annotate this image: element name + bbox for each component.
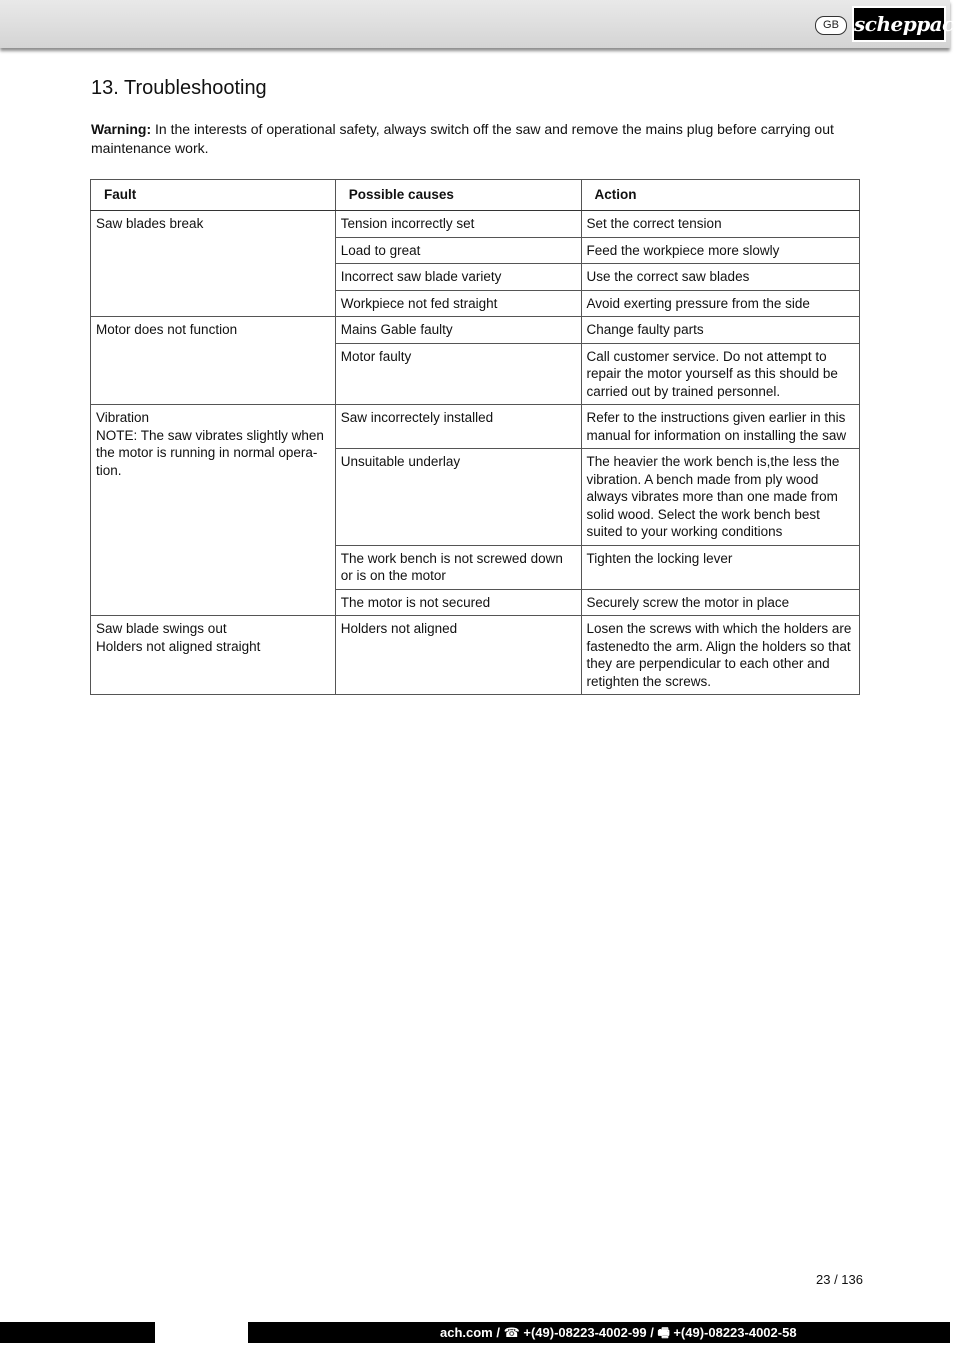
action-cell: The heavier the work bench is,the less the vibration. A bench made from ply wood always vibrates more than one made from solid wood. Select the work bench best suited to your working conditions — [581, 449, 860, 546]
section-title: 13. Troubleshooting — [91, 77, 267, 99]
action-cell: Call customer service. Do not attempt to repair the motor yourself as this should be carried out by trained personnel. — [581, 343, 860, 405]
troubleshooting-table — [90, 179, 860, 695]
header-possible-causes: Possible causes — [335, 180, 581, 211]
cause-cell: Unsuitable underlay — [335, 449, 581, 546]
language-badge: GB — [815, 16, 847, 35]
table-header-row — [91, 180, 860, 211]
action-cell: Feed the workpiece more slowly — [581, 237, 860, 264]
table-row — [91, 211, 860, 238]
action-cell: Avoid exerting pressure from the side — [581, 290, 860, 317]
action-cell: Securely screw the motor in place — [581, 589, 860, 616]
table-row — [91, 317, 860, 344]
cause-cell: Saw incorrectely installed — [335, 405, 581, 449]
page-number: 23 / 136 — [816, 1272, 863, 1287]
brand-logo: scheppach — [852, 6, 946, 42]
cause-cell: Workpiece not fed straight — [335, 290, 581, 317]
warning-paragraph — [91, 120, 866, 158]
cause-cell: Mains Gable faulty — [335, 317, 581, 344]
table-body — [91, 211, 860, 695]
footer-contact: ach.com / ☎ +(49)-08223-4002-99 / 🖷 +(49)-08223-4002-58 — [440, 1325, 797, 1340]
warning-text: In the interests of operational safety, always switch off the saw and remove the mains plug before carrying out maintenance work. — [91, 121, 834, 156]
cause-cell: Incorrect saw blade variety — [335, 264, 581, 291]
cause-cell: Motor faulty — [335, 343, 581, 405]
action-cell: Losen the screws with which the holders are fastenedto the arm. Align the holders so that they are perpendicular to each other and retighten the screws. — [581, 616, 860, 695]
table-row — [91, 616, 860, 695]
cause-cell: Load to great — [335, 237, 581, 264]
fault-cell: Vibration NOTE: The saw vibrates slightly when the motor is running in normal opera-tion. — [91, 405, 336, 616]
cause-cell: The work bench is not screwed down or is on the motor — [335, 545, 581, 589]
action-cell: Refer to the instructions given earlier in this manual for information on installing the saw — [581, 405, 860, 449]
warning-label: Warning: — [91, 121, 152, 137]
header-action: Action — [581, 180, 860, 211]
header-fault: Fault — [91, 180, 336, 211]
cause-cell: Holders not aligned — [335, 616, 581, 695]
fault-cell: Saw blade swings out Holders not aligned straight — [91, 616, 336, 695]
header-bar — [0, 0, 950, 48]
table-row — [91, 405, 860, 449]
fault-cell: Saw blades break — [91, 211, 336, 317]
action-cell: Change faulty parts — [581, 317, 860, 344]
cause-cell: The motor is not secured — [335, 589, 581, 616]
action-cell: Use the correct saw blades — [581, 264, 860, 291]
cause-cell: Tension incorrectly set — [335, 211, 581, 238]
action-cell: Set the correct tension — [581, 211, 860, 238]
action-cell: Tighten the locking lever — [581, 545, 860, 589]
fault-cell: Motor does not function — [91, 317, 336, 405]
footer-gap — [155, 1322, 248, 1343]
